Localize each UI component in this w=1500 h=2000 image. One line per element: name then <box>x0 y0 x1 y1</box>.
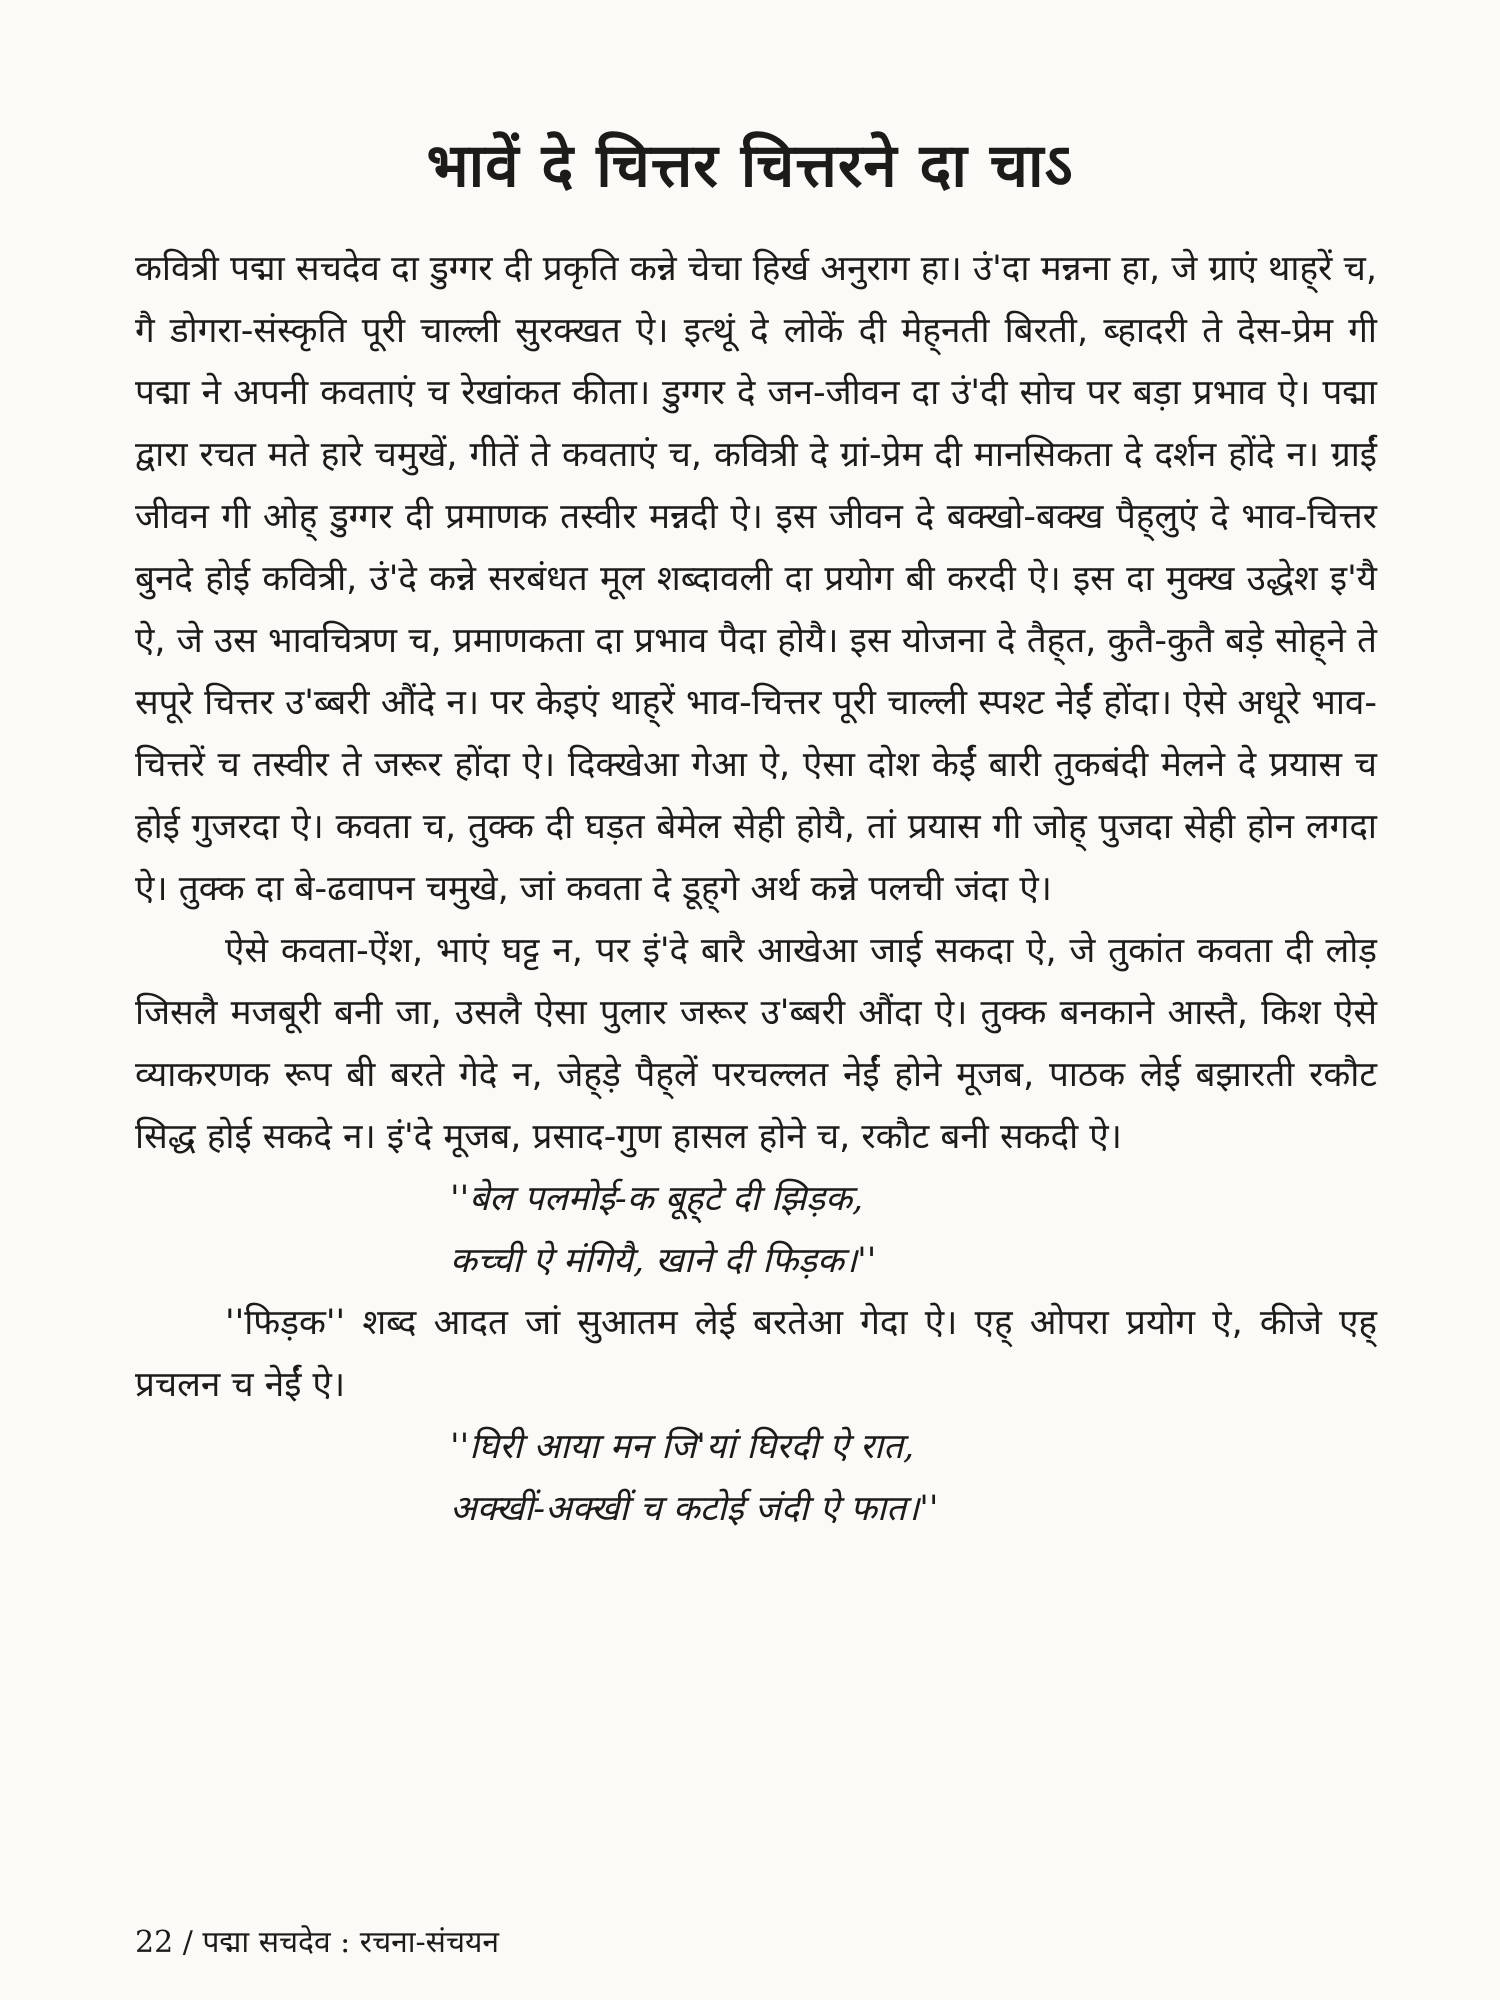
verse-2-line-1: ''घिरी आया मन जि'यां घिरदी ऐ रात, <box>450 1427 915 1467</box>
paragraph-3: ''फिड़क'' शब्द आदत जां सुआतम लेई बरतेआ गेदा ऐ। एह् ओपरा प्रयोग ऐ, कीजे एह् प्रचलन च नेईं ऐ। <box>135 1303 1377 1405</box>
verse-2 <box>135 1416 1377 1540</box>
verse-1-line-1: ''बेल पलमोई-क बूह्‌टे दी झिड़क, <box>450 1179 864 1219</box>
paragraph-1: कवित्री पद्मा सचदेव दा डुग्गर दी प्रकृति कन्ने चेचा हिर्ख अनुराग हा। उं'दा मन्नना हा, जे ग्राएं थाह्‌रें च, गै डोगरा-संस्कृति पूरी चाल्ली सुरक्खत ऐ। इत्थूं दे लोकें दी मेह्‌नती बिरती, ब्हादरी ते देस-प्रेम गी पद्मा ने अपनी कवताएं च रेखांकत कीता। डुग्गर दे जन-जीवन दा उं'दी सोच पर बड़ा प्रभाव ऐ। पद्मा द्वारा रचत मते हारे चमुखें, गीतें ते कवताएं च, कवित्री दे ग्रां-प्रेम दी मानसिकता दे दर्शन होंदे न। ग्राईं जीवन गी ओह् डुग्गर दी प्रमाणक तस्वीर मन्नदी ऐ। इस जीवन दे बक्खो-बक्ख पैह्‌लुएं दे भाव-चित्तर बुनदे होई कवित्री, उं'दे कन्ने सरबंधत मूल शब्दावली दा प्रयोग बी करदी ऐ। इस दा मुक्ख उद्धेश इ'यै ऐ, जे उस भावचित्रण च, प्रमाणकता दा प्रभाव पैदा होयै। इस योजना दे तैह्‌त, कुतै-कुतै बड़े सोह्‌ने ते सपूरे चित्तर उ'ब्बरी औंदे न। पर केइएं थाह्‌रें भाव-चित्तर पूरी चाल्ली स्पश्ट नेईं होंदा। ऐसे अधूरे भाव-चित्तरें च तस्वीर ते जरूर होंदा ऐ। दिक्खेआ गेआ ऐ, ऐसा दोश केईं बारी तुकबंदी मेलने दे प्रयास च होई गुजरदा ऐ। कवता च, तुक्क दी घड़त बेमेल सेही होयै, तां प्रयास गी जोह् पुजदा सेही होन लगदा ऐ। तुक्क दा बे-ढवापन चमुखे, जां कवता दे डूह्‌गे अर्थ कन्ने पलची जंदा ऐ। <box>135 249 1377 909</box>
page-title: भावें दे चित्तर चित्तरने दा चाऽ <box>426 131 1074 202</box>
paragraph-2: ऐसे कवता-ऐंश, भाएं घट्ट न, पर इं'दे बारै आखेआ जाई सकदा ऐ, जे तुकांत कवता दी लोड़ जिसलै मजबूरी बनी जा, उसलै ऐसा पुलार जरूर उ'ब्बरी औंदा ऐ। तुक्क बनकाने आस्तै, किश ऐसे व्याकरणक रूप बी बरते गेदे न, जेह्‌ड़े पैह्‌लें परचल्लत नेईं होने मूजब, पाठक लेई बझारती रकौट सिद्ध होई सकदे न। इं'दे मूजब, प्रसाद-गुण हासल होने च, रकौट बनी सकदी ऐ। <box>135 931 1377 1157</box>
page-footer: 22 / पद्मा सचदेव : रचना-संचयन <box>135 1925 500 1960</box>
verse-1-line-2: कच्ची ऐ मंगियै, खाने दी फिड़क।'' <box>450 1241 877 1281</box>
verse-2-line-2: अक्खीं-अक्खीं च कटोई जंदी ऐ फात।'' <box>450 1489 939 1529</box>
body-text <box>135 238 1377 1540</box>
verse-1 <box>135 1168 1377 1292</box>
